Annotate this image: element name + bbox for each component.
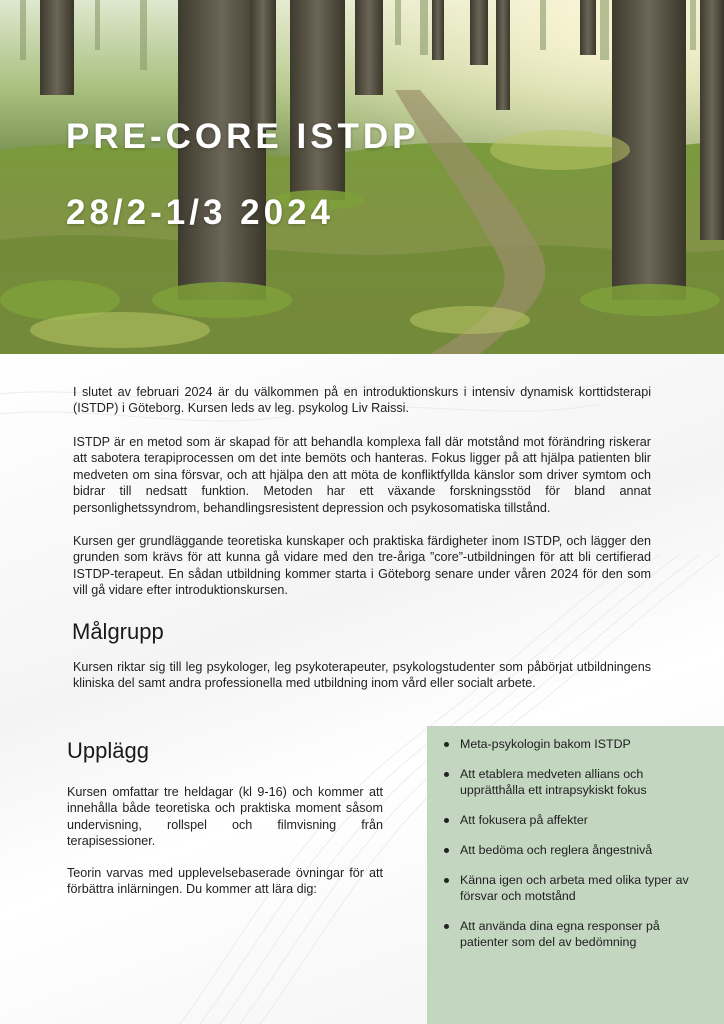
learning-goals-list [427,736,724,964]
content-area [0,354,724,1024]
structure-paragraph-1: Kursen omfattar tre heldagar (kl 9-16) och kommer att innehålla både teoretiska och praktiska moment såsom undervisning, rollspel och filmvisning från terapisessioner. [67,785,383,849]
bullet-icon [444,742,449,747]
list-item: Att bedöma och reglera ångestnivå [427,842,724,858]
list-item: Att fokusera på affekter [427,812,724,828]
bullet-icon [444,878,449,883]
structure-heading: Upplägg [67,738,149,763]
intro-paragraph-2: ISTDP är en metod som är skapad för att behandla komplexa fall där motstånd mot förändring riskerar att sabotera terapiprocessen om det inte bemöts och hanteras. Fokus ligger på att hjälpa patienten blir medveten om sina försvar, och att hjälpa den att möta de konfliktfyllda känslor som driver symtom och bidrar till nedsatt funktion. Metoden har ett växande forskningsstöd för bland annat personlighetssyndrom, behandlingsresistent depression och psykosomatiska tillstånd. [73,435,651,515]
course-title: PRE-CORE ISTDP [66,117,420,156]
list-item: Meta-psykologin bakom ISTDP [427,736,724,752]
list-item: Att etablera medveten allians och upprätthålla ett intrapsykiskt fokus [427,766,724,798]
target-group-text: Kursen riktar sig till leg psykologer, leg psykoterapeuter, psykologstudenter som påbörjat utbildningens kliniska del samt andra professionella med utbildning inom vård eller socialt arbete. [73,660,651,691]
list-item: Att använda dina egna responser på patienter som del av bedömning [427,918,724,950]
structure-paragraph-2: Teorin varvas med upplevelsebaserade övningar för att förbättra inlärningen. Du kommer att lära dig: [67,866,383,897]
bullet-icon [444,924,449,929]
list-item: Känna igen och arbeta med olika typer av försvar och motstånd [427,872,724,904]
bullet-icon [444,848,449,853]
bullet-icon [444,818,449,823]
learning-goals-box [427,726,724,1024]
hero-forest-image [0,0,724,354]
target-group-heading: Målgrupp [72,619,164,644]
forest-illustration [0,0,724,354]
intro-paragraph-1: I slutet av februari 2024 är du välkommen på en introduktionskurs i intensiv dynamisk korttidsterapi (ISTDP) i Göteborg. Kursen leds av leg. psykolog Liv Raissi. [73,385,651,416]
course-dates: 28/2-1/3 2024 [66,193,335,232]
intro-paragraph-3: Kursen ger grundläggande teoretiska kunskaper och praktiska färdigheter inom ISTDP, och lägger den grunden som krävs för att kunna gå vidare med den tre-åriga ”core”-utbildningen för att bli certifierad ISTDP-terapeut. En sådan utbildning kommer starta i Göteborg senare under våren 2024 för den som vill gå vidare efter introduktionskursen. [73,534,651,598]
bullet-icon [444,772,449,777]
